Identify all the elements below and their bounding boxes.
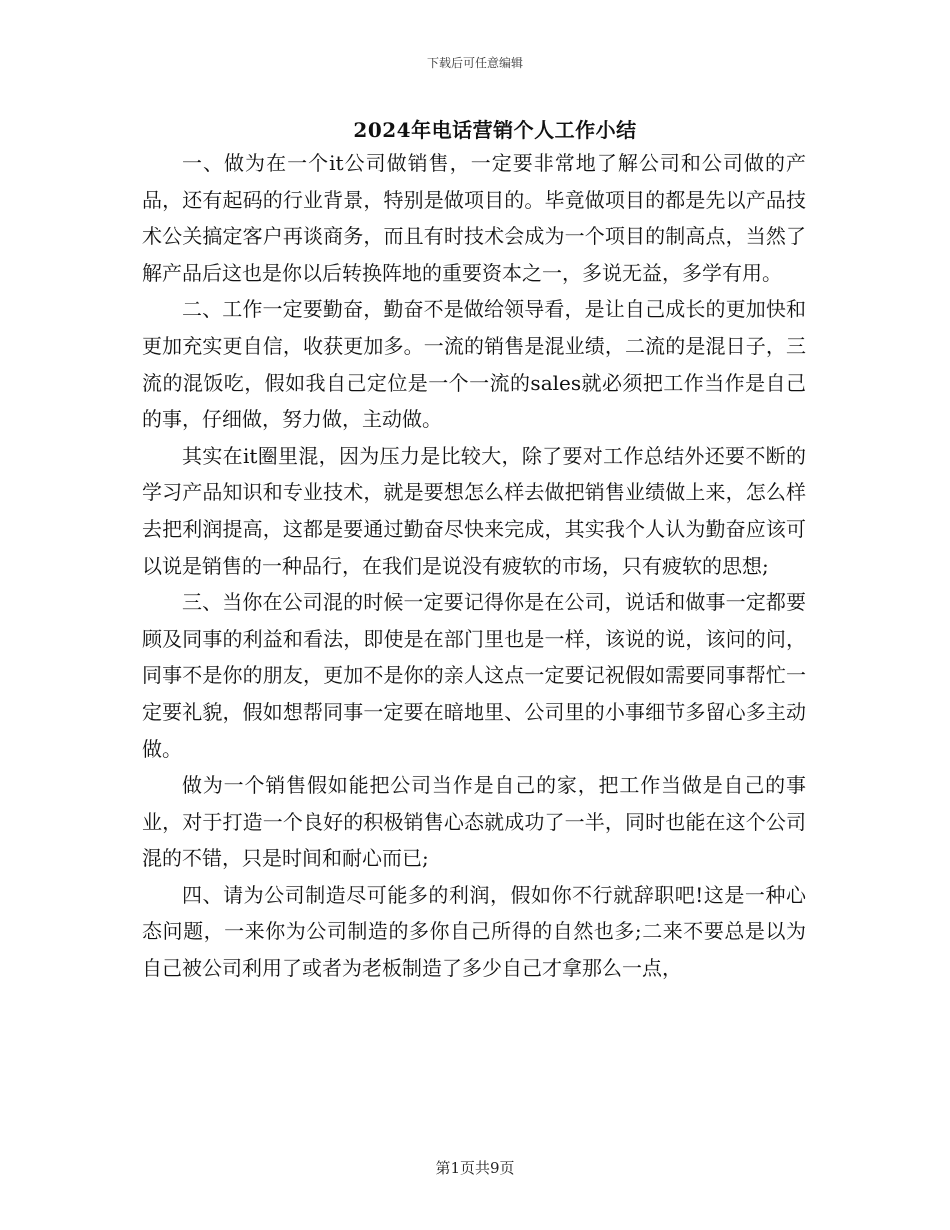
paragraph: 做为一个销售假如能把公司当作是自己的家，把工作当做是自己的事业，对于打造一个良好的积极销售心态就成功了一半，同时也能在这个公司混的不错，只是时间和耐心而已; <box>142 773 806 871</box>
paragraph: 四、请为公司制造尽可能多的利润，假如你不行就辞职吧!这是一种心态问题，一来你为公司制造的多你自己所得的自然也多;二来不要总是以为自己被公司利用了或者为老板制造了多少自己才拿那么一点， <box>142 882 806 981</box>
paragraph: 一、做为在一个it公司做销售，一定要非常地了解公司和公司做的产品，还有起码的行业背景，特别是做项目的。毕竟做项目的都是先以产品技术公关搞定客户再谈商务，而且有时技术会成为一个项目的制高点，当然了解产品后这也是你以后转换阵地的重要资本之一，多说无益，多学有用。 <box>142 151 806 285</box>
page-number: 第1页共9页 <box>435 1159 515 1177</box>
document-title: 2024年电话营销个人工作小结 <box>353 118 637 142</box>
paragraph: 二、工作一定要勤奋，勤奋不是做给领导看，是让自己成长的更加快和更加充实更自信，收获更加多。一流的销售是混业绩，二流的是混日子，三流的混饭吃，假如我自己定位是一个一流的sales就必须把工作当作是自己的事，仔细做，努力做，主动做。 <box>142 297 806 432</box>
paragraph: 三、当你在公司混的时候一定要记得你是在公司，说话和做事一定都要顾及同事的利益和看法，即使是在部门里也是一样，该说的说，该问的问，同事不是你的朋友，更加不是你的亲人这点一定要记祝假如需要同事帮忙一定要礼貌，假如想帮同事一定要在暗地里、公司里的小事细节多留心多主动做。 <box>142 590 806 761</box>
document-body <box>142 145 806 987</box>
page-header: 下载后可任意编辑 <box>426 56 523 70</box>
paragraph: 其实在it圈里混，因为压力是比较大，除了要对工作总结外还要不断的学习产品知识和专业技术，就是要想怎么样去做把销售业绩做上来，怎么样去把利润提高，这都是要通过勤奋尽快来完成，其实我个人认为勤奋应该可以说是销售的一种品行，在我们是说没有疲软的市场，只有疲软的思想; <box>142 443 806 578</box>
